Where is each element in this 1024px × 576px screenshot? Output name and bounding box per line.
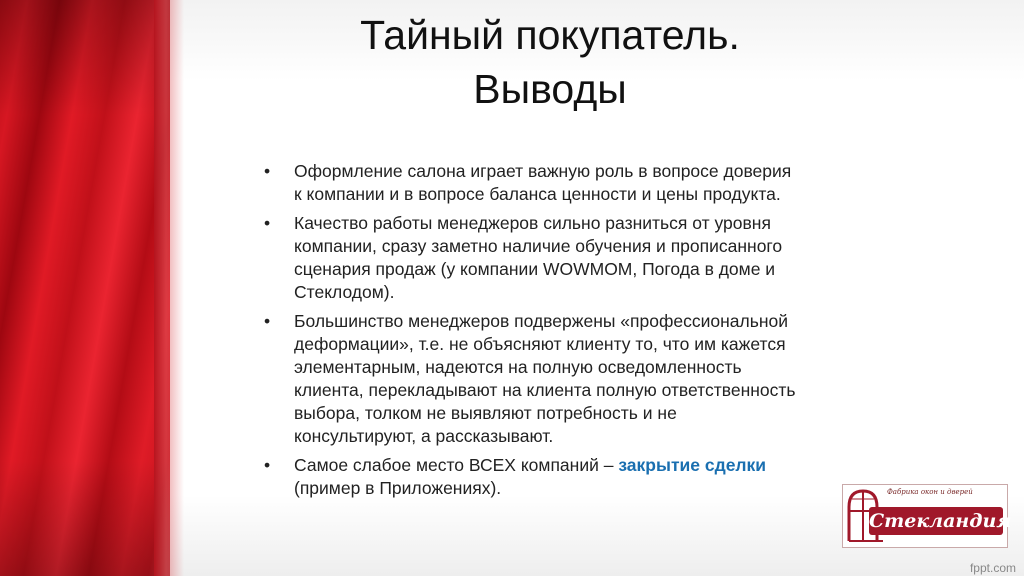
bullet-dot-icon: • (264, 455, 271, 475)
slide-title (250, 8, 850, 116)
title-line-2: Выводы (473, 66, 627, 112)
bullet-2-line-3: сценария продаж (у компании WOWMOM, Погода в доме и (294, 259, 776, 279)
bullet-3-line-2: деформации», т.е. не объясняют клиенту то, что им кажется (294, 334, 786, 354)
bullet-4-prefix: Самое слабое место ВСЕХ компаний – (294, 455, 619, 475)
bullet-2-line-1: Качество работы менеджеров сильно разниться от уровня (294, 213, 771, 233)
bullet-dot-icon: • (264, 161, 271, 181)
bullet-item-2 (262, 212, 862, 304)
closing-deal-highlight: закрытие сделки (618, 455, 767, 475)
logo-name: Стекландия (869, 507, 1003, 535)
bullet-4-line-1 (294, 454, 862, 477)
bullet-2-line-2: компании, сразу заметно наличие обучения и прописанного (294, 236, 783, 256)
bullet-3-line-5: выбора, толком не выявляют потребность и не (294, 403, 677, 423)
bullet-item-4 (262, 454, 862, 500)
footer-source: fppt.com (969, 561, 1016, 575)
curtain-shade (0, 0, 170, 576)
steklandia-logo (842, 484, 1012, 548)
bullet-3-line-3: элементарным, надеются на полную осведомленность (294, 357, 742, 377)
bullet-3-line-6: консультируют, а рассказывают. (294, 426, 554, 446)
bullet-item-3 (262, 310, 862, 448)
bullet-3-line-4: клиента, перекладывают на клиента полную ответственность (294, 380, 796, 400)
bullet-4-line-2: (пример в Приложениях). (294, 478, 502, 498)
logo-subtitle: Фабрика окон и дверей (887, 488, 973, 496)
bullet-1-line-2: к компании и в вопросе баланса ценности и цены продукта. (294, 184, 781, 204)
bullet-2-line-4: Стеклодом). (294, 282, 395, 302)
bullet-dot-icon: • (264, 311, 271, 331)
bullet-1-line-1: Оформление салона играет важную роль в вопросе доверия (294, 161, 792, 181)
bullet-dot-icon: • (264, 213, 271, 233)
curtain-edge (154, 0, 184, 576)
bullet-3-line-1: Большинство менеджеров подвержены «профессиональной (294, 311, 789, 331)
bullet-list (262, 160, 862, 506)
title-line-1: Тайный покупатель. (360, 12, 740, 58)
bullet-item-1 (262, 160, 862, 206)
